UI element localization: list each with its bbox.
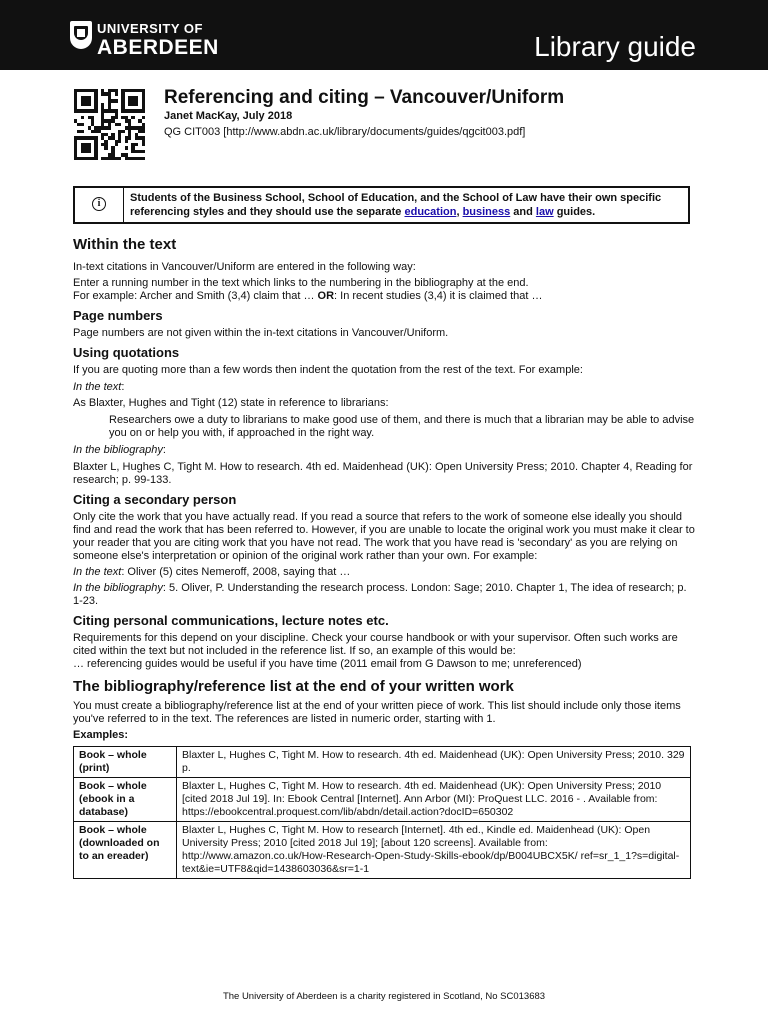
page-numbers-p1: Page numbers are not given within the in-text citations in Vancouver/Uniform. [73, 327, 449, 339]
examples-label [73, 729, 698, 742]
table-row [74, 747, 691, 778]
guide-reference: QG CIT003 [http://www.abdn.ac.uk/library/documents/guides/qgcit003.pdf] [164, 126, 526, 138]
page-header [0, 0, 768, 70]
example-type-cell: Book – whole (ebook in a database) [74, 778, 177, 822]
secondary-p1: Only cite the work that you have actually read. If you read a source that refers to the work of someone else ideally you should find and read the work that has been referred to. However, if you are unable to locate the original work you must make it clear to your reader that you are citing work that you have not read. The work that you have read is 'secondary' as you are relying on someone else's interpretation or opinion of the original work rather than your own. For example: [73, 511, 695, 562]
footer-text: The University of Aberdeen is a charity registered in Scotland, No SC013683 [222, 991, 546, 1002]
notice-text-body: Students of the Business School, School of Education, and the School of Law have their own specific referencing styles and they should use the separate [130, 192, 662, 218]
author-line: Janet MacKay, July 2018 [164, 110, 293, 122]
notice-separator: and [510, 206, 536, 218]
bibliography-p1: You must create a bibliography/reference list at the end of your written piece of work. This list should include only those items you've referred to in the text. The references are listed in numeric order, starting with 1. [73, 700, 681, 725]
table-row [74, 822, 691, 879]
table-row [74, 778, 691, 822]
main-content [73, 236, 698, 879]
example-reference-cell: Blaxter L, Hughes C, Tight M. How to research. 4th ed. Maidenhead (UK): Open University Press; 2010. 329 p. [177, 747, 691, 778]
page-numbers-heading: Page numbers [73, 308, 163, 323]
quotations-p2: As Blaxter, Hughes and Tight (12) state in reference to librarians: [73, 397, 389, 409]
personal-heading: Citing personal communications, lecture notes etc. [73, 613, 389, 628]
notice-text-end: guides. [553, 206, 596, 218]
in-bib-label-line [73, 444, 698, 457]
notice-box [73, 186, 690, 224]
example-text: : In recent studies (3,4) it is claimed that … [334, 290, 543, 302]
colon: : [121, 381, 125, 393]
notice-separator: , [456, 206, 463, 218]
logo-aberdeen: ABERDEEN [97, 36, 219, 59]
within-text-p2: Enter a running number in the text which links to the numbering in the bibliography at the end. [73, 277, 529, 289]
within-text-p1: In-text citations in Vancouver/Uniform are entered in the following way: [73, 261, 416, 273]
bibliography-heading: The bibliography/reference list at the end of your written work [73, 678, 514, 695]
info-icon: i [92, 197, 106, 211]
logo-university-of: UNIVERSITY OF [97, 21, 203, 36]
business-link[interactable]: business [462, 206, 511, 218]
in-text-label-line [73, 381, 698, 394]
secondary-in-text [73, 566, 698, 579]
colon: : [162, 444, 166, 456]
in-text-example: : Oliver (5) cites Nemeroff, 2008, saying that … [121, 566, 351, 578]
or-label: OR [317, 290, 335, 302]
notice-icon-cell [75, 188, 124, 222]
in-text-label: In the text [73, 381, 122, 393]
block-quote: Researchers owe a duty to librarians to make good use of them, and there is much that a librarian may be able to advise you on or help you with, if approached in the right way. [109, 414, 695, 439]
example-type-cell: Book – whole (print) [74, 747, 177, 778]
quotations-p1: If you are quoting more than a few words then indent the quotation from the rest of the text. For example: [73, 364, 583, 376]
example-text: For example: Archer and Smith (3,4) claim that … [73, 290, 315, 302]
notice-text [130, 191, 685, 219]
example-type-cell: Book – whole (downloaded on to an ereader) [74, 822, 177, 879]
within-text-example [73, 290, 698, 303]
page-title: Referencing and citing – Vancouver/Uniform [164, 87, 565, 108]
in-bibliography-label: In the bibliography [73, 582, 163, 594]
quotations-bib-entry: Blaxter L, Hughes C, Tight M. How to research. 4th ed. Maidenhead (UK): Open University Press; 2010. Chapter 4, Reading for research; p. 99-133. [73, 461, 693, 486]
example-reference-cell: Blaxter L, Hughes C, Tight M. How to research. 4th ed. Maidenhead (UK): Open University Press; 2010 [cited 2018 Jul 19]. In: Ebook Central [Internet]. Ann Arbor (MI): ProQuest LLC. 2016 - . Available from: https://ebookcentral.proquest.com/lib/abdn/detail.action?docID=650302 [177, 778, 691, 822]
university-crest-icon [70, 21, 92, 49]
secondary-in-bib [73, 582, 698, 608]
secondary-heading: Citing a secondary person [73, 492, 237, 507]
library-guide-label: Library guide [534, 31, 696, 62]
example-reference-cell: Blaxter L, Hughes C, Tight M. How to research [Internet]. 4th ed., Kindle ed. Maidenhead (UK): Open University Press; 2010 [cited 2018 Jul 19]; [about 120 screens]. Available from: http://www.amazon.co.uk/How-Research-Open-Study-Skills-ebook/dp/B004UBCX5K/ ref=sr_1_1?s=digital-text&ie=UTF8&qid=1438603036&sr=1-1 [177, 822, 691, 879]
in-bibliography-label: In the bibliography [73, 444, 163, 456]
qr-code-icon [74, 89, 145, 160]
in-text-label: In the text [73, 566, 122, 578]
examples-table [73, 746, 691, 879]
within-text-heading: Within the text [73, 236, 177, 253]
university-logo[interactable] [70, 17, 260, 61]
education-link[interactable]: education [404, 206, 457, 218]
personal-p1: Requirements for this depend on your discipline. Check your course handbook or with your supervisor. Often such works are cited within the text but not included in the reference list. If so, an example of this would be: [73, 632, 678, 657]
quotations-heading: Using quotations [73, 345, 180, 360]
law-link[interactable]: law [535, 206, 554, 218]
examples-label-text: Examples: [73, 729, 129, 741]
personal-p2: … referencing guides would be useful if you have time (2011 email from G Dawson to me; unreferenced) [73, 658, 582, 670]
in-bibliography-example: : 5. Oliver, P. Understanding the research process. London: Sage; 2010. Chapter 1, The idea of research; p. 1-23. [73, 582, 687, 607]
